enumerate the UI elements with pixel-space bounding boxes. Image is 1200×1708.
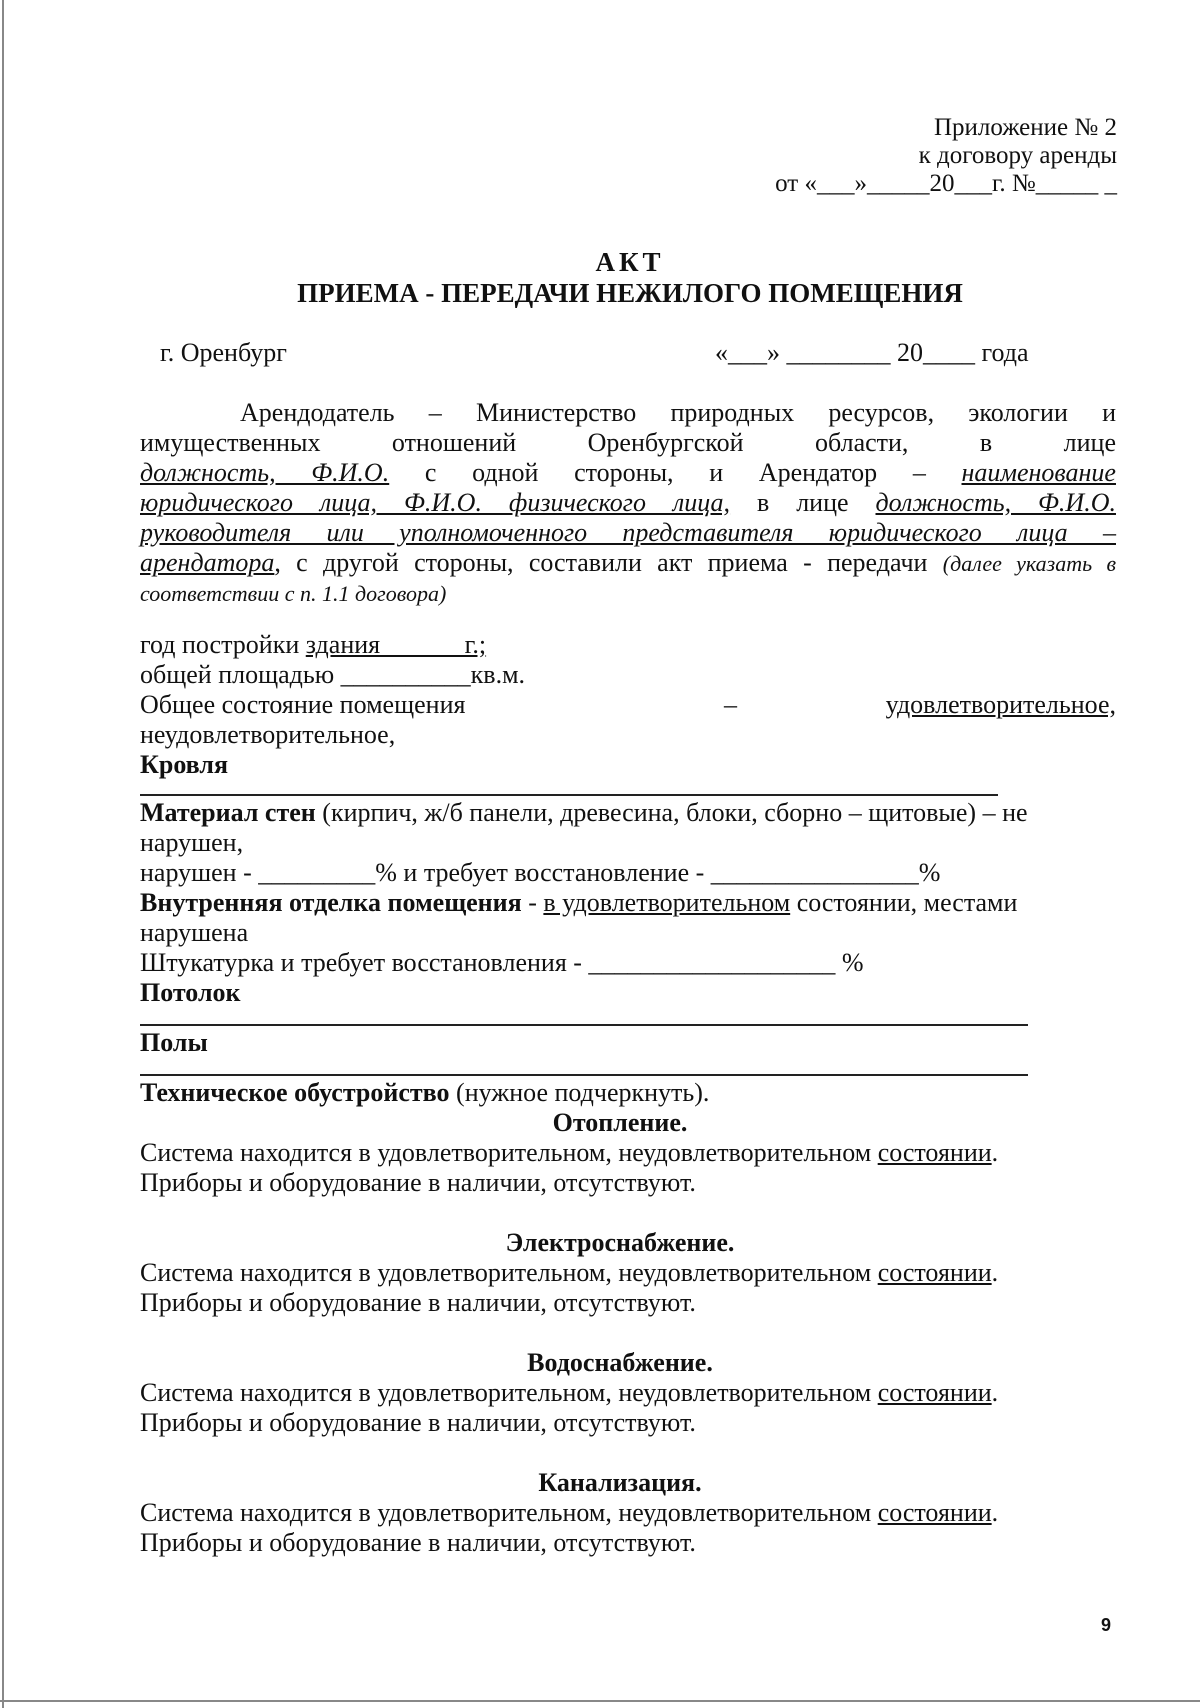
- system-state-text: Система находится в удовлетворительном, неудовлетворительном: [140, 1258, 878, 1287]
- walls-broken-row: нарушен - _________% и требует восстановление - ________________%: [140, 858, 941, 887]
- intro-line: [140, 548, 1116, 578]
- appendix-contract-date: от «___»_____20___г. №_____ _: [775, 170, 1117, 197]
- city-name: г. Оренбург: [160, 338, 287, 367]
- intro-text: , с другой стороны, составили акт приема - передачи: [274, 548, 943, 577]
- system-state-end: .: [991, 1138, 999, 1167]
- ceiling-blank-line: [140, 1008, 1028, 1026]
- roof-blank-line: [140, 780, 998, 796]
- document-title: АКТ: [595, 247, 665, 277]
- general-state-row: [140, 690, 1116, 720]
- intro-line: Арендодатель – Министерство природных ресурсов, экологии и: [240, 398, 1116, 427]
- system-state-text: Система находится в удовлетворительном, неудовлетворительном: [140, 1138, 878, 1167]
- sewerage-title: Канализация.: [538, 1468, 702, 1497]
- intro-line: [140, 488, 1116, 518]
- general-state-dash: –: [724, 690, 738, 719]
- system-state-text: Система находится в удовлетворительном, неудовлетворительном: [140, 1498, 878, 1527]
- water-state: [140, 1378, 1116, 1408]
- intro-note: (далее указать в: [942, 551, 1117, 576]
- landlord-representative-placeholder: должность, Ф.И.О.: [140, 458, 390, 487]
- water-title: Водоснабжение.: [527, 1348, 713, 1377]
- sewerage-state: [140, 1498, 1116, 1528]
- sewerage-equipment: Приборы и оборудование в наличии, отсутствуют.: [140, 1528, 696, 1557]
- electricity-title: Электроснабжение.: [505, 1228, 735, 1257]
- document-subtitle: ПРИЕМА - ПЕРЕДАЧИ НЕЖИЛОГО ПОМЕЩЕНИЯ: [297, 278, 963, 308]
- building-year-row: [140, 630, 1116, 660]
- electricity-state: [140, 1258, 1116, 1288]
- general-state-label: Общее состояние помещения: [140, 690, 466, 719]
- intro-line: [140, 578, 1116, 608]
- tech-note: (нужное подчеркнуть).: [449, 1078, 710, 1107]
- interior-text: -: [521, 888, 544, 917]
- plaster-row: Штукатурка и требует восстановления - ___________________ %: [140, 948, 864, 977]
- system-state-end: .: [991, 1258, 999, 1287]
- floors-blank-line: [140, 1058, 1028, 1076]
- intro-line: [140, 458, 1116, 488]
- interior-text-2: нарушена: [140, 918, 249, 947]
- condition-section: [140, 630, 1116, 1558]
- tech-label: Техническое обустройство: [140, 1078, 450, 1107]
- building-year-value: здания ______г.;: [305, 630, 487, 659]
- electricity-equipment: Приборы и оборудование в наличии, отсутствуют.: [140, 1288, 696, 1317]
- system-state-word: состоянии: [877, 1258, 992, 1287]
- building-year-label: год постройки: [140, 630, 306, 659]
- system-state-word: состоянии: [877, 1498, 992, 1527]
- tenant-name-placeholder: наименование: [961, 458, 1116, 487]
- system-state-text: Система находится в удовлетворительном, неудовлетворительном: [140, 1378, 878, 1407]
- system-state-end: .: [991, 1378, 999, 1407]
- walls-text: (кирпич, ж/б панели, древесина, блоки, сборно – щитовые) – не: [315, 798, 1028, 827]
- tenant-position-placeholder: должность, Ф.И.О.: [875, 488, 1116, 517]
- page-number: 9: [1101, 1615, 1112, 1635]
- appendix-header: [775, 114, 1117, 198]
- building-area-row: общей площадью __________кв.м.: [140, 660, 526, 689]
- intro-line: имущественных отношений Оренбургской области, в лице: [140, 428, 1116, 457]
- spacer: [140, 1438, 1116, 1468]
- interior-label: Внутренняя отделка помещения: [140, 888, 522, 917]
- intro-text: в лице: [730, 488, 876, 517]
- interior-row: [140, 888, 1116, 918]
- roof-label: Кровля: [140, 750, 229, 779]
- walls-label: Материал стен: [140, 798, 316, 827]
- act-date: «___» ________ 20____ года: [715, 338, 1029, 367]
- tenant-entity-placeholder: юридического лица, Ф.И.О. физического лица,: [140, 488, 731, 517]
- interior-text: состоянии, местами: [790, 888, 1018, 917]
- heating-title: Отопление.: [552, 1108, 688, 1137]
- system-state-end: .: [991, 1498, 999, 1527]
- system-state-word: состоянии: [877, 1138, 992, 1167]
- walls-text-2: нарушен,: [140, 828, 244, 857]
- general-state-value-2: неудовлетворительное,: [140, 720, 396, 749]
- system-state-word: состоянии: [877, 1378, 992, 1407]
- interior-state: в удовлетворительном: [543, 888, 791, 917]
- heating-equipment: Приборы и оборудование в наличии, отсутствуют.: [140, 1168, 696, 1197]
- intro-note: соответствии с п. 1.1 договора): [140, 581, 447, 606]
- tenant-placeholder: арендатора: [140, 548, 275, 577]
- intro-line: [140, 518, 1116, 548]
- appendix-number: Приложение № 2: [933, 114, 1117, 141]
- heating-state: [140, 1138, 1116, 1168]
- spacer: [140, 1318, 1116, 1348]
- general-state-value: удовлетворительное,: [885, 690, 1116, 719]
- intro-paragraph: [140, 398, 1116, 608]
- intro-text: с одной стороны, и Арендатор –: [389, 458, 962, 487]
- scan-bottom-edge: [0, 1700, 1200, 1702]
- spacer: [140, 1198, 1116, 1228]
- floors-label: Полы: [140, 1028, 208, 1057]
- tenant-representative-placeholder: руководителя или уполномоченного представителя юридического лица –: [140, 518, 1116, 547]
- ceiling-label: Потолок: [140, 978, 241, 1007]
- tech-row: [140, 1078, 1116, 1108]
- walls-row: [140, 798, 1116, 828]
- water-equipment: Приборы и оборудование в наличии, отсутствуют.: [140, 1408, 696, 1437]
- appendix-contract-ref: к договору аренды: [918, 142, 1117, 169]
